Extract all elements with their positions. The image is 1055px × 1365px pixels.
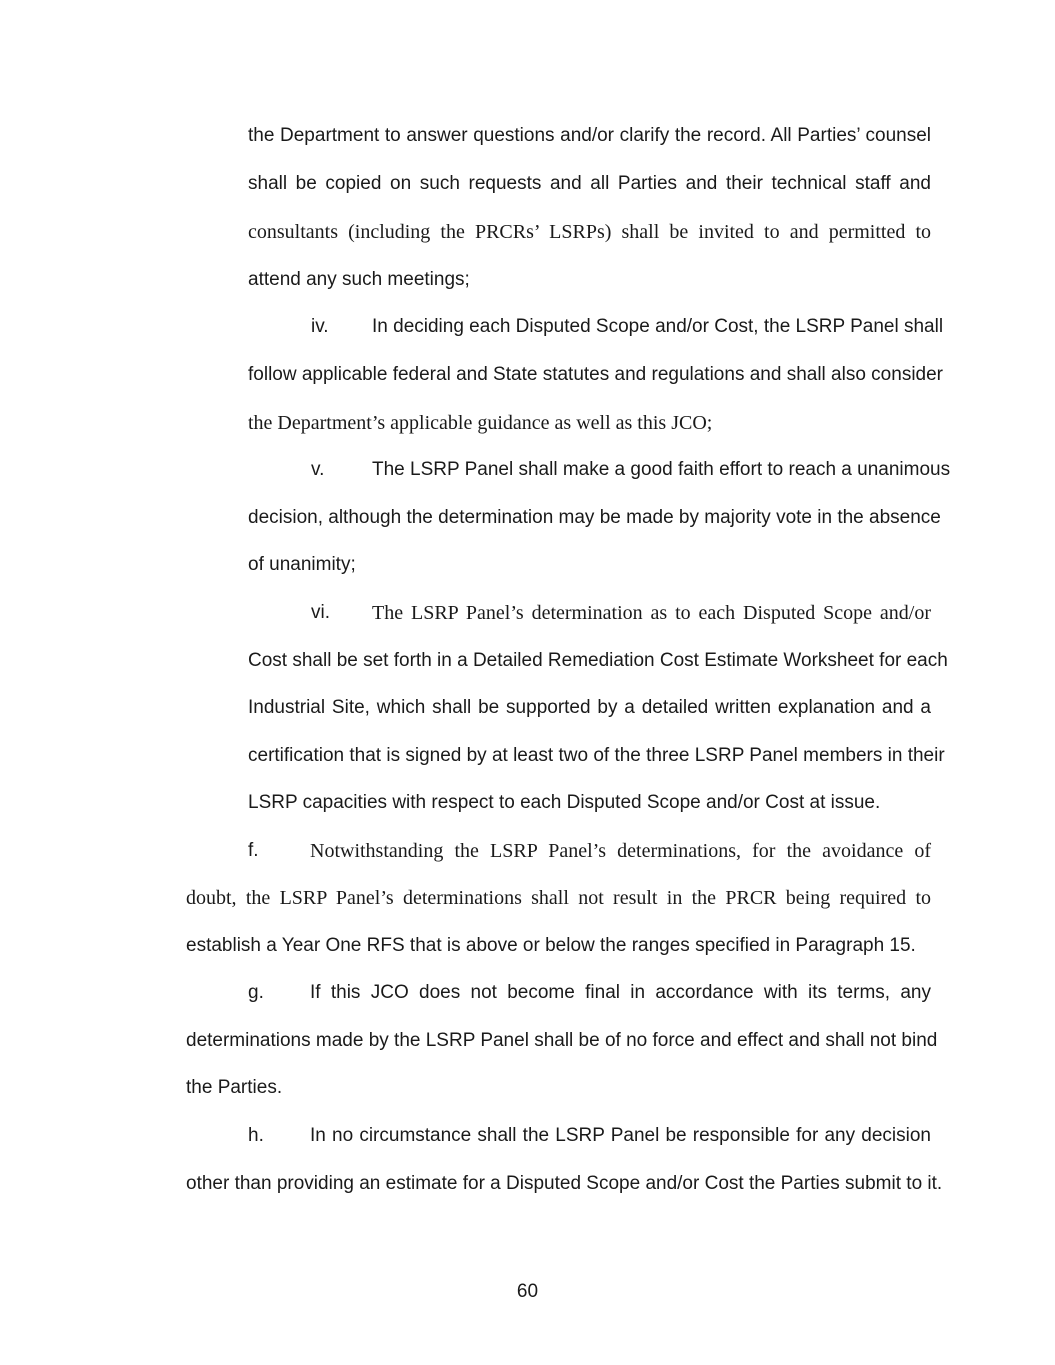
paragraph-line: establish a Year One RFS that is above or below the ranges specified in Paragraph 15. xyxy=(186,935,916,956)
paragraph-line: certification that is signed by at least two of the three LSRP Panel members in their xyxy=(248,745,945,766)
paragraph-line: Notwithstanding the LSRP Panel’s determinations, for the avoidance of xyxy=(310,840,931,862)
page-number: 60 xyxy=(516,1281,539,1302)
list-marker: g. xyxy=(248,982,264,1003)
list-marker: h. xyxy=(248,1125,264,1146)
paragraph-line: the Department’s applicable guidance as well as this JCO; xyxy=(248,412,713,434)
paragraph-line: attend any such meetings; xyxy=(248,269,470,290)
paragraph-line: follow applicable federal and State statutes and regulations and shall also consider xyxy=(248,364,944,385)
paragraph-line: If this JCO does not become final in accordance with its terms, any xyxy=(310,982,931,1003)
paragraph-line: The LSRP Panel shall make a good faith effort to reach a unanimous xyxy=(372,459,951,480)
paragraph-line: the Department to answer questions and/or clarify the record. All Parties’ counsel xyxy=(248,125,931,146)
paragraph-line: LSRP capacities with respect to each Disputed Scope and/or Cost at issue. xyxy=(248,792,881,813)
paragraph-line: other than providing an estimate for a Disputed Scope and/or Cost the Parties submit to it. xyxy=(186,1173,943,1194)
paragraph-line: In no circumstance shall the LSRP Panel be responsible for any decision xyxy=(310,1125,931,1146)
paragraph-line: In deciding each Disputed Scope and/or Cost, the LSRP Panel shall xyxy=(372,316,944,337)
paragraph-line: Industrial Site, which shall be supported by a detailed written explanation and a xyxy=(248,697,931,718)
list-marker: vi. xyxy=(311,602,330,623)
paragraph-line: decision, although the determination may be made by majority vote in the absence xyxy=(248,507,941,528)
list-marker: f. xyxy=(248,840,259,861)
paragraph-line: The LSRP Panel’s determination as to each Disputed Scope and/or xyxy=(372,602,931,624)
list-marker: iv. xyxy=(311,316,329,337)
paragraph-line: consultants (including the PRCRs’ LSRPs) shall be invited to and permitted to xyxy=(248,221,931,243)
paragraph-line: the Parties. xyxy=(186,1077,283,1098)
paragraph-line: Cost shall be set forth in a Detailed Remediation Cost Estimate Worksheet for each xyxy=(248,650,948,671)
paragraph-line: doubt, the LSRP Panel’s determinations shall not result in the PRCR being required to xyxy=(186,887,931,909)
paragraph-line: shall be copied on such requests and all Parties and their technical staff and xyxy=(248,173,931,194)
paragraph-line: determinations made by the LSRP Panel shall be of no force and effect and shall not bind xyxy=(186,1030,938,1051)
list-marker: v. xyxy=(311,459,325,480)
paragraph-line: of unanimity; xyxy=(248,554,356,575)
